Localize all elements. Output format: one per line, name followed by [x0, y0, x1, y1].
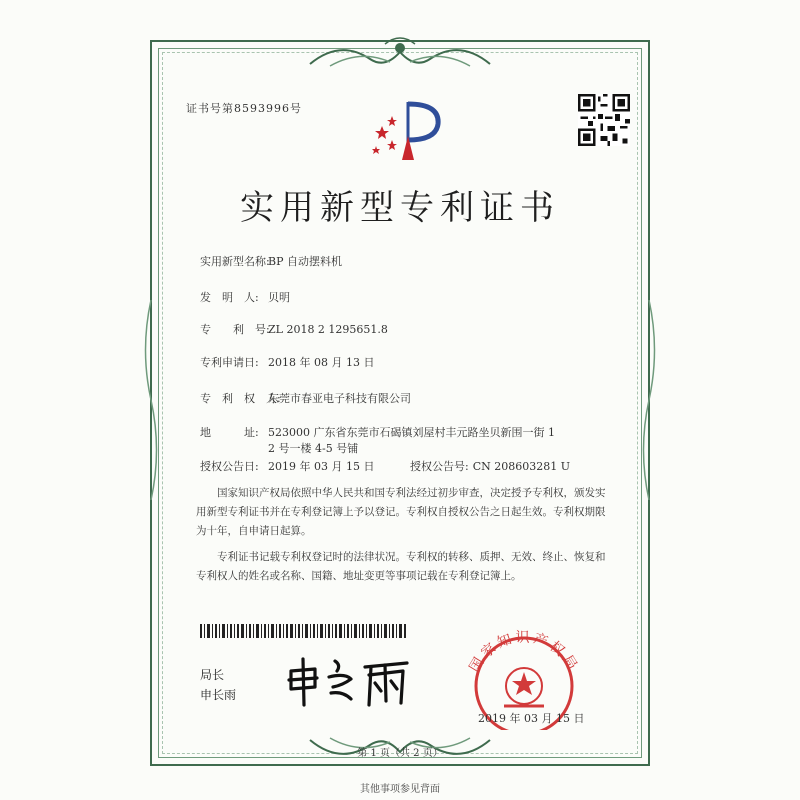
field-application-date: [200, 354, 374, 370]
field-patentee: [200, 390, 411, 406]
field-label: 专利申请日:: [200, 356, 259, 369]
statement-paragraph-1: 国家知识产权局依照中华人民共和国专利法经过初步审查，决定授予专利权，颁发实用新型专利证书并在专利登记簿上予以登记。专利权自授权公告之日起生效。专利权期限为十年，自申请日起算。: [196, 487, 606, 537]
field-value: 东莞市春亚电子科技有限公司: [268, 392, 411, 405]
field-value: 2018 年 08 月 13 日: [268, 356, 375, 369]
field-value: BP 自动摆料机: [268, 255, 342, 268]
footer-note: 其他事项参见背面: [360, 784, 440, 795]
signatory-name: 申长雨: [200, 688, 237, 702]
top-ornament-icon: [300, 34, 500, 74]
page-indicator: 第 1 页（共 2 页）: [357, 748, 443, 759]
certificate-number: 证书号第8593996号: [186, 102, 302, 115]
field-label: 发 明 人:: [200, 291, 259, 304]
field-value: 523000 广东省东莞市石碣镇刘屋村丰元路坐贝新围一街 1: [268, 426, 555, 439]
field-label: 专 利 权 人:: [200, 392, 281, 405]
field-value: 贝明: [268, 291, 290, 304]
handwritten-signature-icon: [285, 653, 415, 711]
svg-text:国家知识产权局: 国家知识产权局: [466, 630, 582, 676]
field-address: [200, 424, 555, 440]
field-address-line2: 2 号一楼 4-5 号铺: [268, 442, 359, 455]
field-inventor: [200, 289, 290, 305]
field-label: 授权公告号:: [410, 460, 469, 473]
right-ornament-icon: [638, 300, 660, 500]
field-label: 实用新型名称:: [200, 255, 270, 268]
patent-office-logo-icon: [368, 96, 448, 166]
left-ornament-icon: [140, 300, 162, 500]
statement-paragraph-2: 专利证书记载专利权登记时的法律状况。专利权的转移、质押、无效、终止、恢复和专利权人的姓名或名称、国籍、地址变更等事项记载在专利登记簿上。: [196, 551, 606, 582]
field-value: CN 208603281 U: [472, 460, 571, 473]
seal-date: 2019 年 03 月 15 日: [478, 712, 585, 725]
field-patent-no: [200, 321, 388, 337]
signatory-role: 局长: [200, 668, 225, 682]
field-utility-name: [200, 253, 342, 269]
field-value: ZL 2018 2 1295651.8: [268, 323, 388, 336]
field-label: 地 址:: [200, 426, 259, 439]
field-grant-announcement-no: [410, 458, 570, 474]
field-label: 授权公告日:: [200, 460, 259, 473]
barcode-icon: [200, 624, 406, 638]
certificate-title: 实用新型专利证书: [240, 188, 560, 228]
qr-code-icon: [578, 94, 630, 146]
field-value: 2019 年 03 月 15 日: [268, 460, 375, 473]
field-label: 专 利 号:: [200, 323, 270, 336]
field-grant-announcement-date: [200, 458, 374, 474]
